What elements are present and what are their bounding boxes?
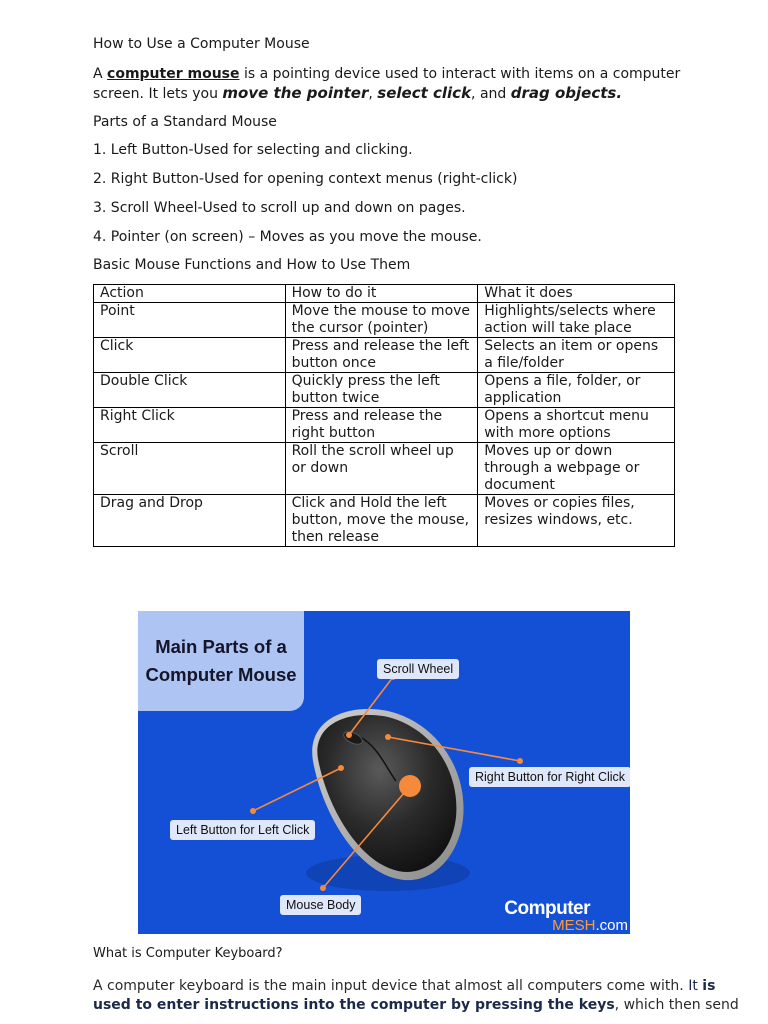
part-item: 1. Left Button-Used for selecting and clicking. [93,142,413,158]
table-cell: Right Click [94,408,286,443]
functions-heading: Basic Mouse Functions and How to Use Them [93,257,411,273]
logo-text: .com [595,917,628,934]
table-cell: Double Click [94,373,286,408]
body-text-bold: is [702,978,716,994]
parts-heading: Parts of a Standard Mouse [93,114,277,130]
table-cell: Opens a file, folder, or application [478,373,675,408]
emphasis-select-click: select click [377,84,472,102]
table-cell: Quickly press the left button twice [285,373,478,408]
computer-mouse-link[interactable]: computer mouse [107,66,240,82]
table-row [94,408,675,443]
table-cell: Click and Hold the left button, move the mouse, then release [285,495,478,547]
mouse-functions-table [93,284,675,547]
part-item: 2. Right Button-Used for opening context menus (right-click) [93,171,518,187]
table-cell: Moves or copies files, resizes windows, etc. [478,495,675,547]
part-item: 4. Pointer (on screen) – Moves as you move the mouse. [93,229,482,245]
table-header: How to do it [285,285,478,303]
table-row [94,303,675,338]
keyboard-paragraph-line-2 [93,996,739,1015]
body-text-bold: used to enter instructions into the computer by pressing the keys [93,997,615,1013]
intro-text: , [368,86,378,102]
intro-text: is a pointing device used to interact with items on a computer [239,66,681,82]
body-text: A computer keyboard is the main input device that almost all computers come with. [93,978,689,994]
body-text: , which then send [614,997,739,1013]
logo-text: MESH [552,917,596,934]
figure-title-line: Computer Mouse [145,664,297,685]
figure-title-line: Main Parts of a [155,636,287,657]
table-cell: Highlights/selects where action will take place [478,303,675,338]
body-text: It [688,978,703,994]
table-cell: Point [94,303,286,338]
label-mouse-body: Mouse Body [280,895,361,915]
table-header: What it does [478,285,675,303]
mouse-parts-figure [138,611,630,934]
intro-text: , and [471,86,511,102]
table-cell: Move the mouse to move the cursor (pointer) [285,303,478,338]
table-row [94,338,675,373]
table-row [94,443,675,495]
emphasis-move-pointer: move the pointer [222,84,369,102]
table-cell: Scroll [94,443,286,495]
intro-line-1 [93,65,680,84]
table-cell: Click [94,338,286,373]
computermesh-logo [504,900,628,934]
label-scroll-wheel: Scroll Wheel [377,659,459,679]
table-header: Action [94,285,286,303]
keyboard-paragraph-line-1 [93,977,715,996]
page-title: How to Use a Computer Mouse [93,36,310,52]
intro-text: A [93,66,108,82]
label-right-button: Right Button for Right Click [469,767,630,787]
intro-text: screen. It lets you [93,86,223,102]
table-cell: Press and release the right button [285,408,478,443]
table-header-row [94,285,675,303]
label-left-button: Left Button for Left Click [170,820,315,840]
keyboard-heading: What is Computer Keyboard? [93,946,283,961]
intro-line-2 [93,84,622,104]
table-cell: Roll the scroll wheel up or down [285,443,478,495]
table-cell: Selects an item or opens a file/folder [478,338,675,373]
table-cell: Opens a shortcut menu with more options [478,408,675,443]
table-row [94,495,675,547]
emphasis-drag-objects: drag objects. [510,84,623,102]
table-cell: Drag and Drop [94,495,286,547]
table-cell: Press and release the left button once [285,338,478,373]
part-item: 3. Scroll Wheel-Used to scroll up and down on pages. [93,200,466,216]
table-row [94,373,675,408]
logo-text: Computer [504,898,590,919]
table-cell: Moves up or down through a webpage or document [478,443,675,495]
